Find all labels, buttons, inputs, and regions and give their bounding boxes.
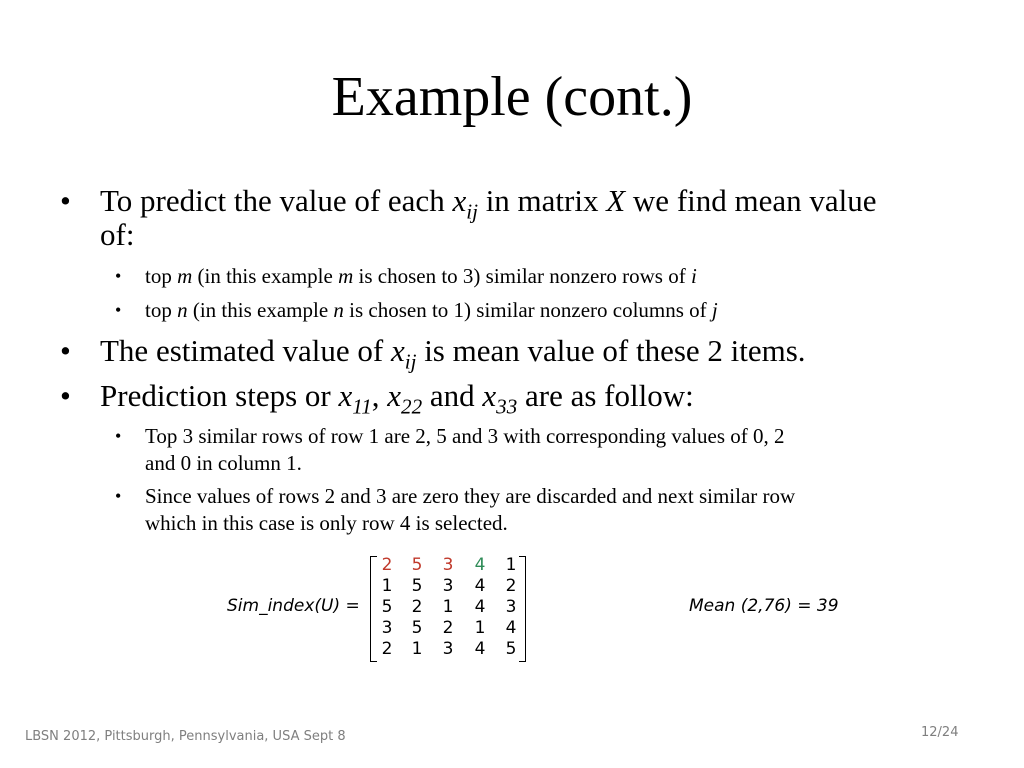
slide-title: Example (cont.)	[331, 66, 693, 128]
matrix-cell: 2	[442, 618, 454, 638]
similarity-matrix	[370, 556, 526, 660]
bullet-prediction-steps: • Prediction steps or $x_{11}$, $x_{22}$ and $x_{33}$ are as follow:	[60, 378, 694, 419]
matrix-cell: 1	[381, 576, 393, 596]
subbullet-discarded-rows: • Since values of rows 2 and 3 are zero they are discarded and next similar row which in this case is only row 4 is selected.	[115, 484, 796, 535]
matrix-cell: 2	[505, 576, 517, 596]
subbullet-top-similar-rows: • Top 3 similar rows of row 1 are 2, 5 and 3 with corresponding values of 0, 2 and 0 in column 1.	[115, 424, 785, 475]
matrix-cell: 4	[474, 639, 486, 659]
matrix-cell: 5	[381, 597, 393, 617]
matrix-cell: 1	[442, 597, 454, 617]
matrix-cell: 5	[505, 639, 517, 659]
matrix-cell: 3	[442, 639, 454, 659]
matrix-cell: 1	[474, 618, 486, 638]
matrix-cell: 3	[505, 597, 517, 617]
subbullet-top-m: • top m (in this example m is chosen to 3) similar nonzero rows of i	[115, 264, 697, 288]
matrix-cell: 4	[474, 576, 486, 596]
matrix-cell: 4	[505, 618, 517, 638]
bullet-dot: •	[115, 266, 122, 286]
subbullet-top-n: • top n (in this example n is chosen to 1) similar nonzero columns of j	[115, 298, 718, 322]
matrix-cell: 2	[381, 639, 393, 659]
bullet-predict: • To predict the value of each $x_{ij}$ in matrix X we find mean value of:	[60, 183, 877, 252]
bullet-dot: •	[115, 300, 122, 320]
bullet-dot: •	[60, 183, 71, 218]
bullet-dot: •	[115, 486, 122, 506]
page-number: 12/24	[921, 725, 959, 740]
matrix-cell: 2	[381, 555, 393, 575]
matrix-cell: 5	[411, 576, 423, 596]
equation-rhs: Mean (2,76) = 39	[689, 596, 839, 616]
matrix-cell: 3	[442, 555, 454, 575]
matrix-cell: 5	[411, 555, 423, 575]
matrix-cell: 4	[474, 555, 486, 575]
matrix-cell: 2	[411, 597, 423, 617]
bullet-dot: •	[60, 378, 71, 413]
footer-conference: LBSN 2012, Pittsburgh, Pennsylvania, USA Sept 8	[25, 729, 346, 744]
matrix-cell: 3	[442, 576, 454, 596]
matrix-cell: 5	[411, 618, 423, 638]
matrix-cell: 4	[474, 597, 486, 617]
matrix-left-bracket	[370, 556, 377, 662]
matrix-cell: 3	[381, 618, 393, 638]
matrix-cell: 1	[411, 639, 423, 659]
bullet-dot: •	[60, 333, 71, 368]
bullet-estimated: • The estimated value of $x_{ij}$ is mean value of these 2 items.	[60, 333, 806, 374]
matrix-cell: 1	[505, 555, 517, 575]
equation-lhs: Sim_index(U) =	[227, 596, 360, 616]
bullet-dot: •	[115, 426, 122, 446]
